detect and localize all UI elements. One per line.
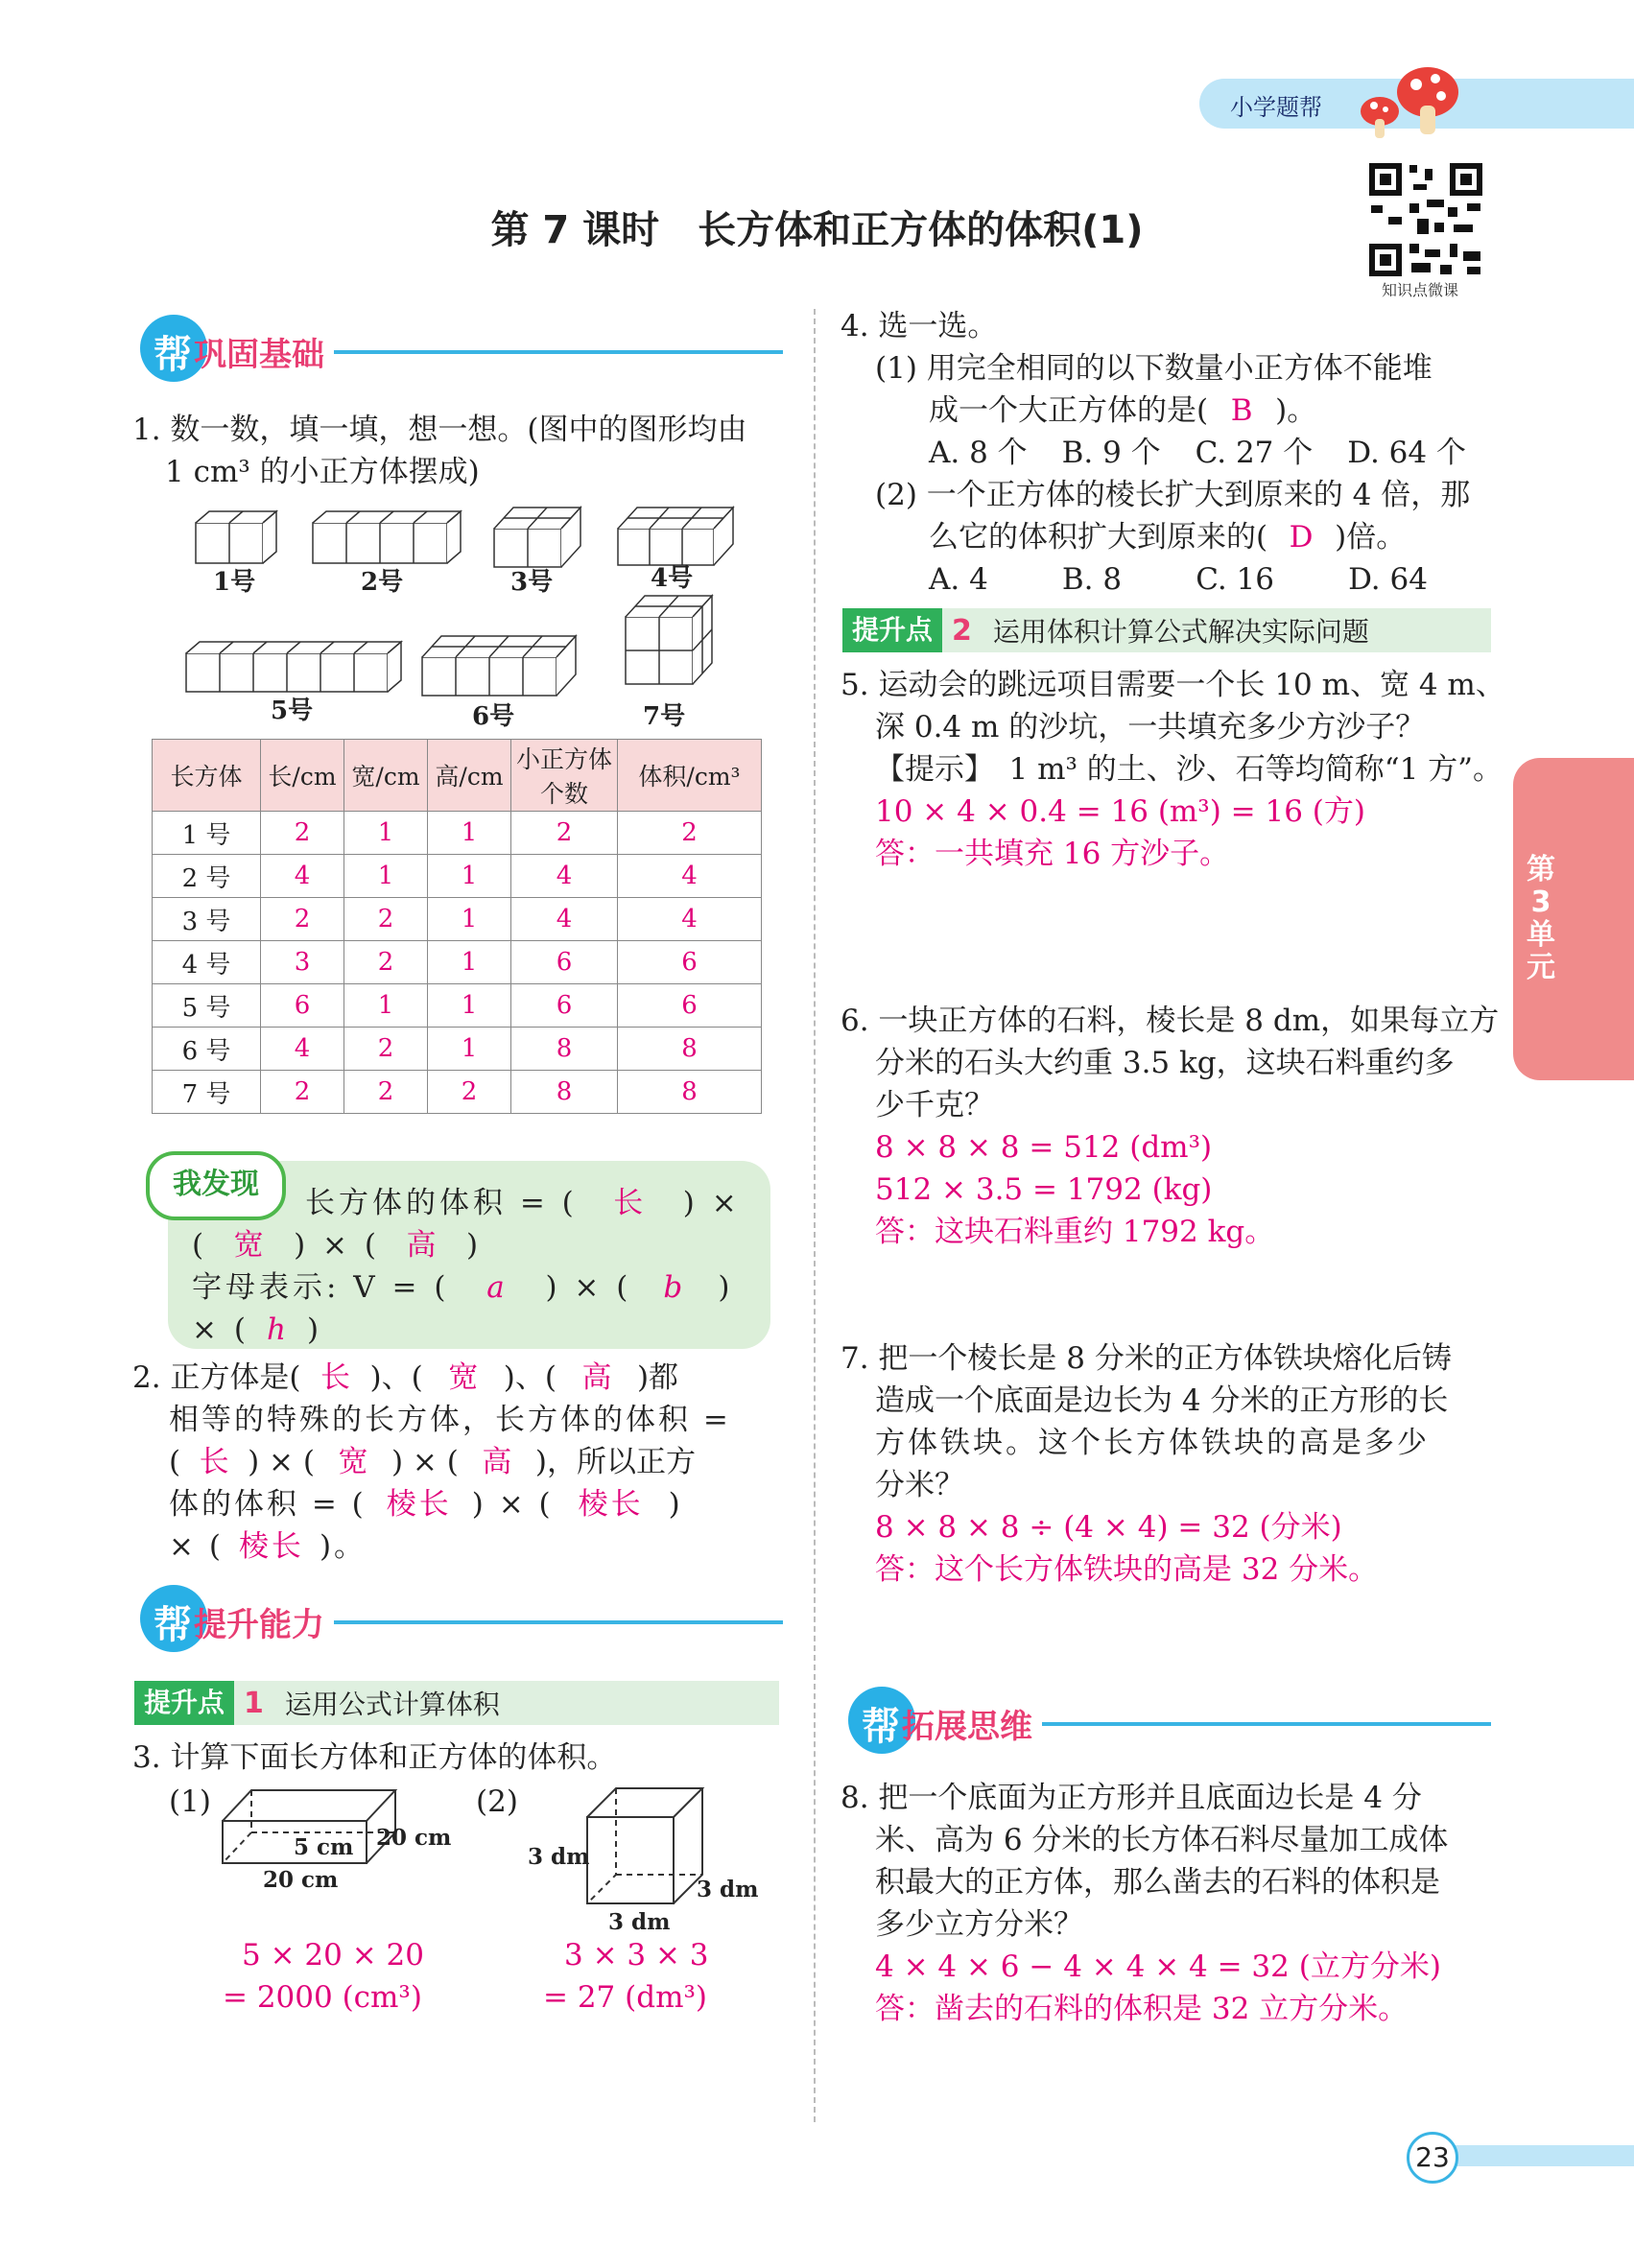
discover-label: 我发现	[146, 1151, 286, 1220]
q4-prompt: 4. 选一选。	[841, 309, 998, 343]
table-cell: 8	[618, 1071, 762, 1114]
q2-line5: × ( 棱长 )。	[169, 1529, 367, 1564]
shape-label-1: 1号	[213, 568, 256, 597]
option: C. 16	[1196, 562, 1274, 597]
option: D. 64 个	[1347, 436, 1466, 470]
table-cell: 2	[618, 812, 762, 855]
q4-s2-line2: 么它的体积扩大到原来的( D )倍。	[929, 520, 1407, 555]
q6-answer1: 8 × 8 × 8 = 512 (dm³)	[875, 1130, 1213, 1165]
q8-answer1: 4 × 4 × 6 − 4 × 4 × 4 = 32 (立方分米)	[875, 1949, 1441, 1984]
shape-label-3: 3号	[510, 568, 554, 597]
table-cell: 6	[511, 984, 618, 1028]
discover-line3: 字母表示: V = ( a ) × ( b )	[192, 1270, 734, 1305]
tip-number: 2	[952, 613, 972, 648]
table-cell: 6	[618, 941, 762, 984]
table-cell: 7 号	[153, 1071, 261, 1114]
section-line	[1042, 1722, 1491, 1726]
q4-s2-options	[929, 558, 1428, 601]
table-cell: 8	[511, 1028, 618, 1071]
table-cell: 1	[428, 1028, 511, 1071]
fig2-side-c: 3 dm	[608, 1909, 671, 1935]
table-cell: 2	[511, 812, 618, 855]
table-row	[153, 941, 762, 984]
section-title: 提升能力	[194, 1606, 324, 1644]
table-cell: 1	[344, 984, 428, 1028]
table-cell: 2	[428, 1071, 511, 1114]
discover-line4: × ( h )	[192, 1312, 323, 1347]
table-row	[153, 812, 762, 855]
page-number-bar	[1439, 2145, 1634, 2166]
table-cell: 2	[344, 898, 428, 941]
header-cell: 高/cm	[428, 740, 511, 812]
unit-side-label: 第3单元	[1527, 853, 1555, 984]
tip-bar-2	[842, 608, 1491, 652]
q2-line4: 体的体积 = ( 棱长 ) × ( 棱长 )	[169, 1487, 683, 1522]
q4-s1-options	[929, 432, 1466, 474]
q8-line3: 积最大的正方体，那么凿去的石料的体积是	[875, 1865, 1440, 1900]
q6-line3: 少千克？	[875, 1088, 994, 1122]
table-cell: 4	[618, 855, 762, 898]
table-cell: 1	[428, 984, 511, 1028]
q5-line2: 深 0.4 m 的沙坑，一共填充多少方沙子？	[875, 710, 1426, 744]
table-row	[153, 855, 762, 898]
q3-part2-label: (2)	[476, 1784, 518, 1819]
shape-label-5: 5号	[271, 697, 314, 725]
option: A. 4	[929, 562, 988, 597]
table-header-row	[153, 740, 762, 812]
section-title: 拓展思维	[902, 1708, 1032, 1746]
discover-line1: 长方体的体积 = ( 长 ) ×	[305, 1186, 741, 1220]
q3-part1-label: (1)	[169, 1784, 211, 1819]
shape-label-4: 4号	[651, 564, 694, 593]
q5-line1: 5. 运动会的跳远项目需要一个长 10 m、宽 4 m、	[841, 668, 1505, 702]
brand-name: 小学题帮	[1230, 94, 1322, 121]
fig2-side-b: 3 dm	[697, 1877, 759, 1902]
section-badge: 帮	[154, 1603, 192, 1647]
table-cell: 8	[618, 1028, 762, 1071]
table-cell: 6	[511, 941, 618, 984]
header-cell: 长方体	[153, 740, 261, 812]
q2-line2: 相等的特殊的长方体，长方体的体积 =	[169, 1403, 731, 1437]
q2-line1: 2. 正方体是( 长 )、( 宽 )、( 高 )都	[132, 1360, 679, 1395]
table-cell: 1	[344, 812, 428, 855]
option: A. 8 个	[929, 436, 1028, 470]
q3-prompt: 3. 计算下面长方体和正方体的体积。	[132, 1740, 617, 1775]
section-badge: 帮	[154, 333, 192, 377]
section-expand	[862, 1696, 1491, 1751]
table-cell: 3 号	[153, 898, 261, 941]
q8-line1: 8. 把一个底面为正方形并且底面边长是 4 分	[841, 1781, 1422, 1815]
q3-answer2-line2: = 27 (dm³)	[543, 1980, 707, 2015]
table-cell: 1 号	[153, 812, 261, 855]
section-badge: 帮	[862, 1705, 900, 1749]
q8-line4: 多少立方分米？	[875, 1907, 1083, 1942]
header-cell: 宽/cm	[344, 740, 428, 812]
tip-text: 运用体积计算公式解决实际问题	[992, 616, 1369, 648]
table-cell: 2	[344, 1071, 428, 1114]
table-cell: 4	[618, 898, 762, 941]
q6-answer3: 答：这块石料重约 1792 kg。	[875, 1215, 1275, 1249]
q6-line1: 6. 一块正方体的石料，棱长是 8 dm，如果每立方	[841, 1004, 1500, 1038]
header-cell: 长/cm	[261, 740, 344, 812]
table-cell: 2	[344, 1028, 428, 1071]
section-line	[334, 1620, 783, 1624]
table-cell: 2	[261, 898, 344, 941]
table-cell: 1	[344, 855, 428, 898]
tip-label: 提升点	[134, 1681, 234, 1725]
option: B. 9 个	[1061, 436, 1161, 470]
q8-answer2: 答：凿去的石料的体积是 32 立方分米。	[875, 1992, 1409, 2026]
q4-s1-line1: (1) 用完全相同的以下数量小正方体不能堆	[875, 351, 1433, 386]
table-cell: 2	[261, 1071, 344, 1114]
table-cell: 4	[511, 855, 618, 898]
table-cell: 2	[261, 812, 344, 855]
table-row	[153, 898, 762, 941]
table-cell: 4	[511, 898, 618, 941]
shape-label-6: 6号	[472, 702, 515, 731]
table-row	[153, 1071, 762, 1114]
option: C. 27 个	[1195, 436, 1314, 470]
q3-answer1-line1: 5 × 20 × 20	[242, 1938, 424, 1973]
tip-text: 运用公式计算体积	[284, 1689, 500, 1720]
tip-label: 提升点	[842, 608, 942, 652]
q5-answer1: 10 × 4 × 0.4 = 16 (m³) = 16 (方)	[875, 794, 1366, 829]
q3-answer2-line1: 3 × 3 × 3	[564, 1938, 709, 1973]
shape-label-2: 2号	[361, 568, 404, 597]
table-cell: 5 号	[153, 984, 261, 1028]
q4-s1-line2: 成一个大正方体的是( B )。	[929, 393, 1317, 428]
table-cell: 4	[261, 1028, 344, 1071]
fig2-side-a: 3 dm	[528, 1844, 590, 1870]
column-divider	[814, 309, 816, 2122]
table-row	[153, 1028, 762, 1071]
tip-number: 1	[244, 1686, 264, 1720]
q7-answer1: 8 × 8 × 8 ÷ (4 × 4) = 32 (分米)	[875, 1510, 1342, 1545]
q4-s2-line1: (2) 一个正方体的棱长扩大到原来的 4 倍，那	[875, 478, 1471, 512]
q7-answer2: 答：这个长方体铁块的高是 32 分米。	[875, 1552, 1379, 1587]
q5-hint: 【提示】 1 m³ 的土、沙、石等均简称“1 方”。	[875, 752, 1504, 787]
table-cell: 1	[428, 941, 511, 984]
table-cell: 6 号	[153, 1028, 261, 1071]
tip-bar-1	[134, 1681, 779, 1725]
q3-answer1-line2: = 2000 (cm³)	[223, 1980, 422, 2015]
option: D. 64	[1348, 562, 1428, 597]
cube-figure	[581, 1783, 706, 1917]
table-cell: 2 号	[153, 855, 261, 898]
section-improve	[154, 1595, 783, 1649]
q7-line1: 7. 把一个棱长是 8 分米的正方体铁块熔化后铸	[841, 1341, 1452, 1376]
table-row	[153, 984, 762, 1028]
table-cell: 4 号	[153, 941, 261, 984]
header-cell: 小正方体个数	[511, 740, 618, 812]
volume-table	[152, 739, 762, 1114]
table-cell: 2	[344, 941, 428, 984]
mushroom-icon	[1353, 56, 1460, 142]
table-cell: 1	[428, 898, 511, 941]
fig1-height-label: 5 cm	[294, 1834, 354, 1860]
shape-label-7: 7号	[643, 702, 686, 731]
q7-line3: 方体铁块。这个长方体铁块的高是多少	[875, 1426, 1430, 1460]
q5-answer2: 答：一共填充 16 方沙子。	[875, 837, 1230, 871]
fig1-length-label: 20 cm	[263, 1867, 339, 1893]
q7-line4: 分米？	[875, 1468, 964, 1502]
q7-line2: 造成一个底面是边长为 4 分米的正方形的长	[875, 1383, 1449, 1418]
page-title: 第 7 课时 长方体和正方体的体积(1)	[490, 208, 1144, 252]
option: B. 8	[1061, 562, 1123, 597]
table-cell: 6	[261, 984, 344, 1028]
q8-line2: 米、高为 6 分米的长方体石料尽量加工成体	[875, 1823, 1449, 1857]
q2-line3: ( 长 ) × ( 宽 ) × ( 高 )，所以正方	[169, 1445, 696, 1479]
table-cell: 6	[618, 984, 762, 1028]
table-cell: 1	[428, 812, 511, 855]
fig1-width-label: 20 cm	[376, 1825, 452, 1851]
table-cell: 3	[261, 941, 344, 984]
discover-line2: ( 宽 ) × ( 高 )	[192, 1228, 483, 1263]
q1-line1: 1. 数一数，填一填，想一想。(图中的图形均由	[132, 413, 747, 447]
q6-answer2: 512 × 3.5 = 1792 (kg)	[875, 1172, 1213, 1207]
table-cell: 1	[428, 855, 511, 898]
q1-line2: 1 cm³ 的小正方体摆成)	[165, 455, 480, 489]
section-line	[334, 350, 783, 354]
section-title: 巩固基础	[194, 336, 324, 374]
page-number: 23	[1407, 2132, 1458, 2184]
table-cell: 8	[511, 1071, 618, 1114]
header-cell: 体积/cm³	[618, 740, 762, 812]
section-basic	[154, 324, 783, 379]
qr-caption: 知识点微课	[1382, 281, 1459, 299]
table-cell: 4	[261, 855, 344, 898]
q6-line2: 分米的石头大约重 3.5 kg，这块石料重约多	[875, 1046, 1455, 1080]
